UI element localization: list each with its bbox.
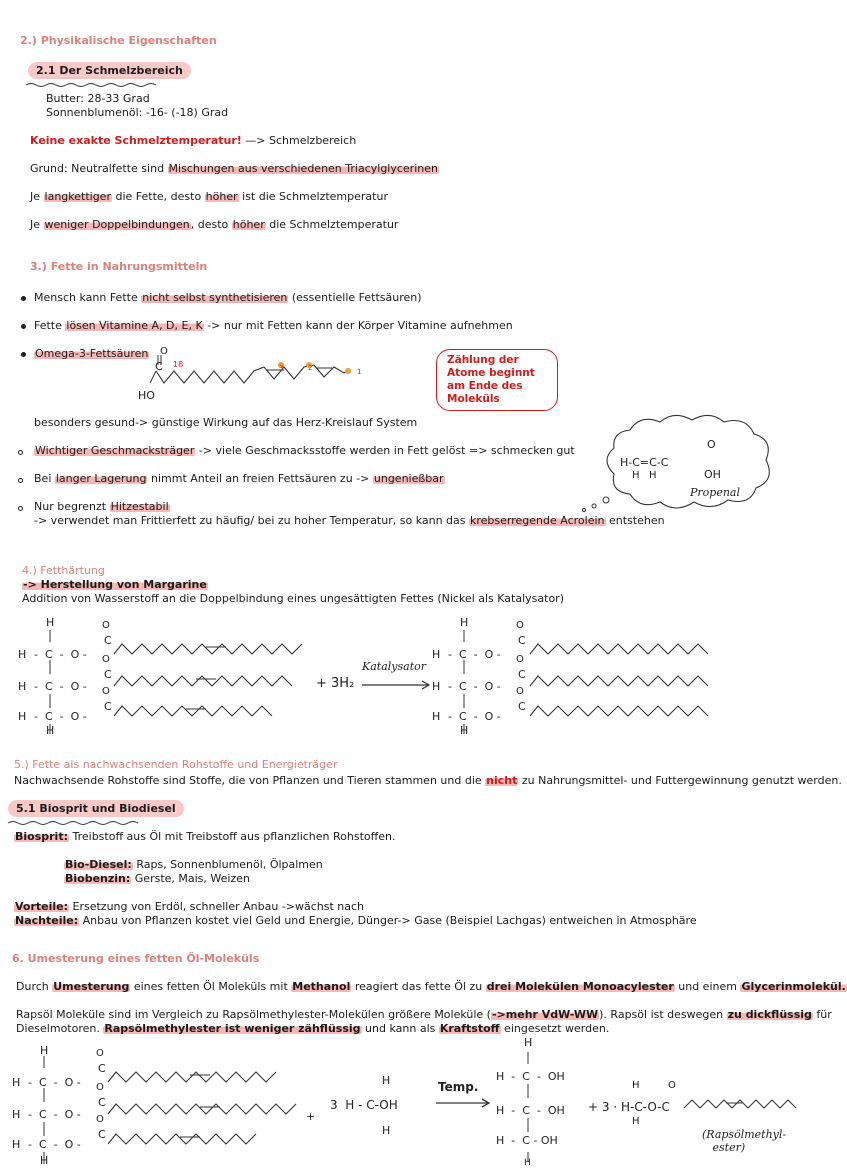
- healthy-text: besonders gesund-> günstige Wirkung auf das Herz-Kreislauf System: [34, 416, 418, 429]
- reason-text: Grund: Neutralfette sind: [30, 162, 168, 175]
- bullet-icon: [18, 450, 23, 455]
- ester-label: (Rapsölmethyl- ester): [702, 1128, 787, 1154]
- b2-hl: lösen Vitamine A, D, E, K: [66, 319, 203, 332]
- oil-range: Sonnenblumenöl: -16- (-18) Grad: [46, 106, 229, 119]
- glycerin-top: H - C - OH: [496, 1070, 565, 1083]
- db-text-3: die Schmelztemperatur: [265, 218, 399, 231]
- omega-n18: 18: [173, 360, 184, 369]
- atom-c: C: [98, 1128, 106, 1141]
- b2-text-2: -> nur mit Fetten kann der Körper Vitamine aufnehmen: [203, 319, 513, 332]
- glycerol-row-2: - C - O -: [448, 680, 501, 693]
- atom-c: C: [104, 700, 112, 713]
- b2-text: Fette: [34, 319, 66, 332]
- chain-line: [30, 190, 388, 204]
- b6-hl: Hitzestabil: [110, 500, 169, 513]
- con-hl: Nachteile:: [15, 914, 79, 927]
- bullet-storage: [34, 472, 445, 486]
- p2-hl: ->mehr VdW-WW: [491, 1008, 599, 1021]
- propenal-o: O: [707, 438, 716, 451]
- b1-hl: nicht selbst synthetisieren: [142, 291, 288, 304]
- atom-h: H: [382, 1124, 391, 1137]
- bullet-heat: [34, 500, 170, 514]
- p1-hl-2: Methanol: [292, 980, 351, 993]
- chain-hl-2: höher: [205, 190, 238, 203]
- p2-text-2: ). Rapsöl ist deswegen: [599, 1008, 727, 1021]
- atom-h: H: [40, 1154, 49, 1167]
- propenal-label: Propenal: [690, 486, 740, 499]
- section-3-heading: 3.) Fette in Nahrungsmitteln: [30, 260, 208, 273]
- no-exact-text: Keine exakte Schmelztemperatur!: [30, 134, 242, 147]
- atom-h: H: [12, 1138, 21, 1151]
- atom-o: O: [102, 686, 110, 697]
- b6-hl-2: krebserregende Acrolein: [470, 514, 605, 527]
- def-text: Nachwachsende Rohstoffe sind Stoffe, die von Pflanzen und Tieren stammen und die: [14, 774, 486, 787]
- atom-count-note: Zählung der Atome beginnt am Ende des Moleküls: [436, 349, 558, 411]
- atom-c: C: [104, 668, 112, 681]
- b1-text: Mensch kann Fette: [34, 291, 142, 304]
- pro-text: Ersetzung von Erdöl, schneller Anbau ->wächst nach: [69, 900, 365, 913]
- atom-h: H: [46, 724, 55, 737]
- atom-h: H: [18, 648, 27, 661]
- atom-h: H: [524, 1036, 533, 1049]
- atom-h: H: [18, 680, 27, 693]
- ester-chain: [684, 1096, 804, 1116]
- p1-hl-4: Glycerinmolekül.: [741, 980, 846, 993]
- db-text: Je: [30, 218, 44, 231]
- transesterification-text: [16, 980, 847, 994]
- atom-h: H: [12, 1076, 21, 1089]
- chain-hl-1: langkettiger: [44, 190, 111, 203]
- benzin-text: Gerste, Mais, Weizen: [131, 872, 250, 885]
- atom-c: C: [104, 634, 112, 647]
- atom-h: H: [460, 616, 469, 629]
- oil-row-3: - C - O -: [28, 1138, 81, 1151]
- section-2-heading: 2.) Physikalische Eigenschaften: [20, 34, 217, 47]
- b4-text: -> viele Geschmacksstoffe werden in Fett gelöst => schmecken gut: [195, 444, 575, 457]
- def-text-2: zu Nahrungsmittel- und Futtergewinnung genutzt werden.: [518, 774, 842, 787]
- omega-n1: 1: [357, 368, 362, 376]
- atom-o: O: [102, 654, 110, 665]
- glycerol-row-3: - C - O -: [34, 710, 87, 723]
- omega-c: C: [155, 360, 163, 373]
- renewable-definition: [14, 774, 842, 788]
- bullet-icon: [18, 478, 23, 483]
- double-bond-line: [30, 218, 398, 232]
- range-arrow-text: —> Schmelzbereich: [245, 134, 357, 147]
- omega-ho: HO: [138, 389, 155, 402]
- p3-text-3: eingesetzt werden.: [500, 1022, 610, 1035]
- b6-text: Nur begrenzt: [34, 500, 110, 513]
- b6-text-3: entstehen: [605, 514, 665, 527]
- atom-o: O: [96, 1048, 104, 1059]
- omega3-structure: [118, 345, 378, 415]
- b4-hl: Wichtiger Geschmacksträger: [35, 444, 195, 457]
- section-4-desc: Addition von Wasserstoff an die Doppelbindung eines ungesättigten Fettes (Nickel als Katalysator): [22, 592, 564, 605]
- omega-n3: 3: [279, 364, 284, 372]
- p1-text: Durch: [16, 980, 53, 993]
- atom-o: O: [516, 620, 524, 631]
- con-text: Anbau von Pflanzen kostet viel Geld und Energie, Dünger-> Gase (Beispiel Lachgas) entweichen in Atmosphäre: [79, 914, 697, 927]
- no-exact-line: [30, 134, 356, 148]
- atom-c: C: [518, 700, 526, 713]
- db-hl-2: höher: [232, 218, 265, 231]
- plus-sign: +: [306, 1110, 316, 1123]
- atom-h: H: [432, 680, 441, 693]
- triglyceride-unsaturated: [10, 614, 310, 744]
- glycerol-row-1: - C - O -: [448, 648, 501, 661]
- glycerin-bottom: H - C - OH: [496, 1134, 558, 1147]
- marker-icon: [345, 368, 351, 374]
- atom-h: H: [382, 1074, 391, 1087]
- section-6-heading: 6. Umesterung eines fetten Öl-Moleküls: [12, 952, 260, 965]
- p3-text-2: und kann als: [361, 1022, 439, 1035]
- bullet-icon: [21, 296, 26, 301]
- atom-c: C: [98, 1096, 106, 1109]
- biodiesel-line: [64, 858, 323, 872]
- glycerol-row-3: - C - O -: [448, 710, 501, 723]
- propenal-formula: H-C=C-C: [620, 456, 669, 469]
- atom-h: H: [632, 1080, 640, 1091]
- viscosity-text-2: [16, 1022, 609, 1036]
- b1-text-2: (essentielle Fettsäuren): [288, 291, 422, 304]
- atom-h: H: [432, 710, 441, 723]
- underline-squiggle: [8, 820, 148, 826]
- def-hl: nicht: [486, 774, 518, 787]
- ester-formula: + 3 · H-C-O-C: [588, 1100, 670, 1114]
- db-hl-1: weniger Doppelbindungen: [44, 218, 190, 231]
- section-5-1-heading: 5.1 Biosprit und Biodiesel: [8, 800, 184, 817]
- reaction-arrow-icon: [436, 1098, 492, 1108]
- section-2-1-heading: 2.1 Der Schmelzbereich: [28, 62, 191, 79]
- propenal-oh: OH: [704, 468, 721, 481]
- chain-text-2: die Fette, desto: [111, 190, 205, 203]
- b5-hl-2: ungenießbar: [373, 472, 444, 485]
- atom-c: C: [98, 1062, 106, 1075]
- b5-text: Bei: [34, 472, 55, 485]
- atom-h: H: [18, 710, 27, 723]
- atom-h: H: [432, 648, 441, 661]
- p3-hl-2: Kraftstoff: [439, 1022, 500, 1035]
- p2-text-3: für: [812, 1008, 832, 1021]
- glycerol-row-1: - C - O -: [34, 648, 87, 661]
- butter-range: Butter: 28-33 Grad: [46, 92, 150, 105]
- viscosity-text-1: [16, 1008, 832, 1022]
- p3-text: Dieselmotoren.: [16, 1022, 104, 1035]
- pro-hl: Vorteile:: [15, 900, 69, 913]
- p2-text: Rapsöl Moleküle sind im Vergleich zu Rapsölmethylester-Molekülen größere Moleküle (: [16, 1008, 491, 1021]
- bullet-icon: [21, 352, 26, 357]
- catalyst-label: Katalysator: [362, 660, 426, 673]
- atom-h: H: [460, 724, 469, 737]
- b5-text-2: nimmt Anteil an freien Fettsäuren zu ->: [147, 472, 373, 485]
- temp-label: Temp.: [438, 1080, 479, 1094]
- methanol-formula: 3 H - C-OH: [330, 1098, 398, 1112]
- chain-text: Je: [30, 190, 44, 203]
- bullet-icon: [21, 324, 26, 329]
- p1-hl-3: drei Molekülen Monoacylester: [486, 980, 674, 993]
- reason-highlight: Mischungen aus verschiedenen Triacylglycerinen: [168, 162, 438, 175]
- p1-hl: Umesterung: [53, 980, 130, 993]
- margarine-hl: -> Herstellung von Margarine: [23, 578, 207, 591]
- glycerin-mid: H - C - OH: [496, 1104, 565, 1117]
- p1-text-2: eines fetten Öl Moleküls mit: [130, 980, 292, 993]
- omega-n2: 2: [308, 364, 313, 372]
- hydrogen-plus: + 3H₂: [316, 676, 355, 691]
- section-4-heading: 4.) Fetthärtung: [22, 564, 105, 577]
- atom-c: C: [518, 634, 526, 647]
- omega-o: O: [160, 346, 168, 357]
- chain-text-3: ist die Schmelztemperatur: [238, 190, 388, 203]
- atom-o: O: [96, 1114, 104, 1125]
- oil-row-1: - C - O -: [28, 1076, 81, 1089]
- atom-o: O: [516, 686, 524, 697]
- glycerol-row-2: - C - O -: [34, 680, 87, 693]
- benzin-hl: Biobenzin:: [65, 872, 131, 885]
- underline-squiggle: [26, 82, 176, 88]
- biosprit-text: Treibstoff aus Öl mit Treibstoff aus pflanzlichen Rohstoffen.: [69, 830, 396, 843]
- bullet-vitamins: [34, 319, 513, 333]
- db-text-2: , desto: [190, 218, 232, 231]
- atom-h: H: [632, 1116, 640, 1127]
- oil-row-2: - C - O -: [28, 1108, 81, 1121]
- b6-text-2: -> verwendet man Frittierfett zu häufig/ bei zu hoher Temperatur, so kann das: [34, 514, 469, 527]
- atom-h: H: [40, 1044, 49, 1057]
- biobenzin-line: [64, 872, 250, 886]
- cons-line: [14, 914, 697, 928]
- omega-hl: Omega-3-Fettsäuren: [35, 347, 149, 360]
- diesel-text: Raps, Sonnenblumenöl, Ölpalmen: [132, 858, 323, 871]
- bullet-synthesis: [34, 291, 422, 305]
- bullet-icon: [18, 506, 23, 511]
- atom-o: O: [96, 1082, 104, 1093]
- bullet-taste: [34, 444, 575, 458]
- pros-line: [14, 900, 364, 914]
- p3-hl: Rapsölmethylester ist weniger zähflüssig: [104, 1022, 361, 1035]
- reason-line: [30, 162, 439, 176]
- atom-o: O: [668, 1080, 676, 1091]
- b5-hl: langer Lagerung: [55, 472, 147, 485]
- atom-o: O: [102, 620, 110, 631]
- diesel-hl: Bio-Diesel:: [65, 858, 132, 871]
- section-5-heading: 5.) Fette als nachwachsenden Rohstoffe und Energieträger: [14, 758, 338, 771]
- atom-h: H: [524, 1158, 531, 1168]
- p1-text-3: reagiert das fette Öl zu: [351, 980, 486, 993]
- atom-c: C: [518, 668, 526, 681]
- biosprit-hl: Biosprit:: [15, 830, 68, 843]
- atom-h: H: [46, 616, 55, 629]
- p1-text-4: und einem: [674, 980, 741, 993]
- biosprit-line: [14, 830, 395, 844]
- bullet-heat-detail: [34, 514, 665, 528]
- atom-o: O: [516, 654, 524, 665]
- section-4-sub: [22, 578, 208, 592]
- propenal-h: H H: [632, 470, 657, 481]
- p2-hl-2: zu dickflüssig: [727, 1008, 812, 1021]
- atom-h: H: [12, 1108, 21, 1121]
